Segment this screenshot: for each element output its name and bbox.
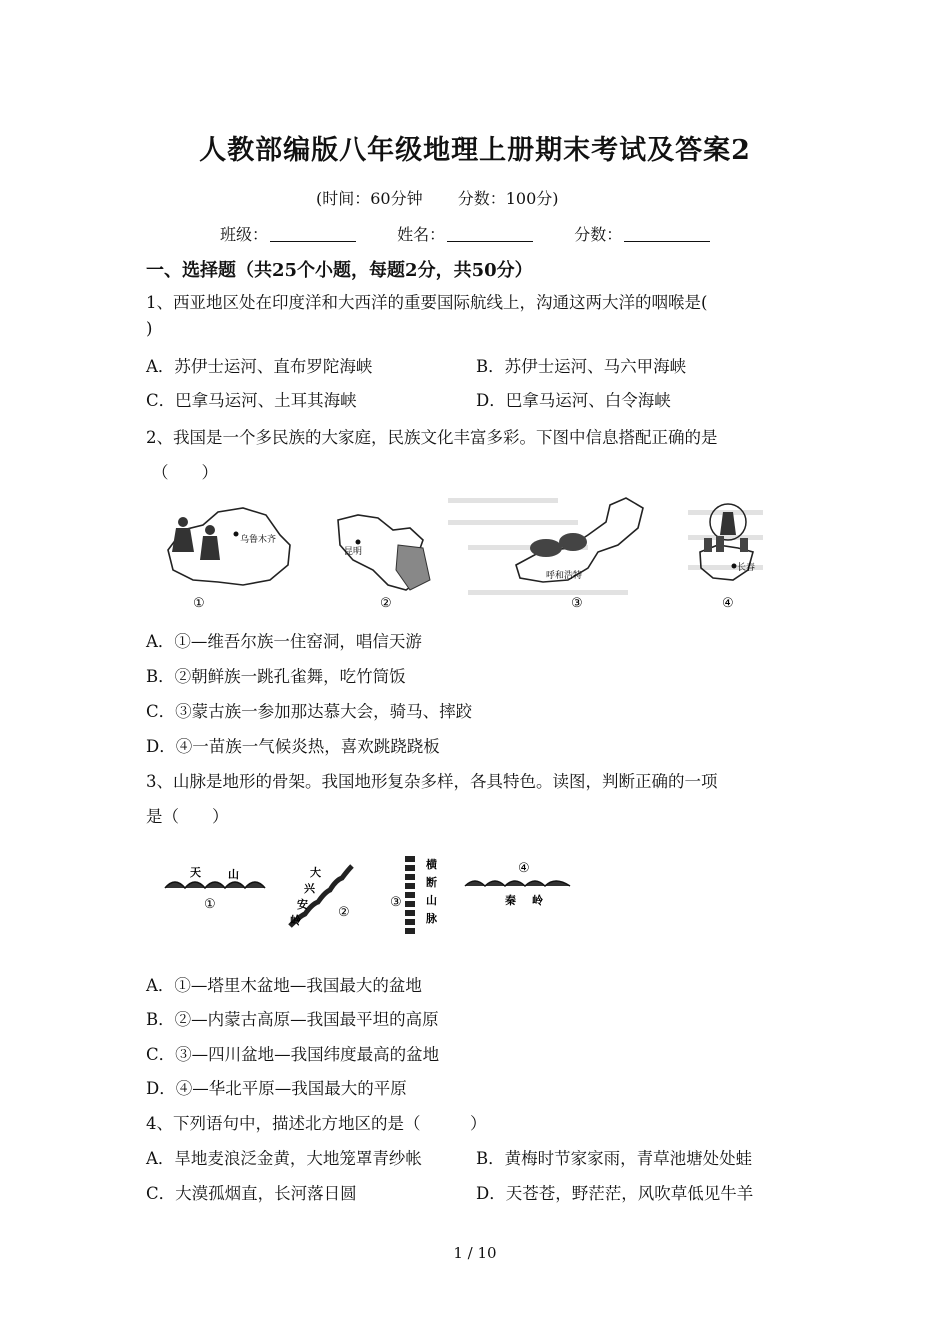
q4-option-a[interactable]: A．旱地麦浪泛金黄，大地笼罩青纱帐 xyxy=(146,1149,422,1168)
changchun-dot xyxy=(732,564,737,569)
mountain-ranges-figure xyxy=(160,846,580,946)
name-label: 姓名： xyxy=(397,225,446,244)
student-info xyxy=(220,222,746,245)
hengduan-char-3: 山 xyxy=(426,894,437,907)
fig-num-3: ③ xyxy=(571,596,583,611)
khingan-char-1: 大 xyxy=(310,866,321,879)
q2-stem-line1: 2、我国是一个多民族的大家庭，民族文化丰富多彩。下图中信息搭配正确的是 xyxy=(146,428,718,447)
q1-option-d[interactable]: D．巴拿马运河、白令海峡 xyxy=(476,391,671,410)
horse-riders-illustration xyxy=(530,533,587,557)
dancers-illustration xyxy=(172,517,220,560)
peacock-dancer-illustration xyxy=(396,545,430,590)
q2-option-a[interactable]: A．①—维吾尔族一住窑洞，唱信天游 xyxy=(146,632,422,651)
label-kunming: 昆明 xyxy=(344,547,363,557)
mountain-num-1: ① xyxy=(204,897,216,912)
score-blank[interactable] xyxy=(624,227,710,242)
urumqi-dot xyxy=(234,532,239,537)
tianshan-char-1: 天 xyxy=(190,866,201,879)
class-field xyxy=(220,222,356,245)
label-hohhot: 呼和浩特 xyxy=(546,571,583,581)
score-label: 分数： xyxy=(574,225,623,244)
section-heading: 一、选择题（共25个小题，每题2分，共50分） xyxy=(146,260,533,281)
q2-option-c[interactable]: C．③蒙古族一参加那达慕大会，骑马、摔跤 xyxy=(146,702,473,721)
label-changchun: 长春 xyxy=(737,563,756,573)
exam-time: (时间：60分钟 xyxy=(316,189,423,208)
fig-num-1: ① xyxy=(193,596,205,611)
name-blank[interactable] xyxy=(447,227,533,242)
q3-stem-line2: 是（ ） xyxy=(146,807,229,826)
qinling-range xyxy=(465,881,570,886)
q1-option-c[interactable]: C．巴拿马运河、土耳其海峡 xyxy=(146,391,357,410)
tianshan-range xyxy=(165,882,265,888)
khingan-char-3: 安 xyxy=(297,898,308,911)
hengduan-char-2: 断 xyxy=(426,876,437,889)
q1-stem-line1: 1、西亚地区处在印度洋和大西洋的重要国际航线上，沟通这两大洋的咽喉是( xyxy=(146,293,708,312)
kunming-dot xyxy=(356,540,361,545)
q4-option-d[interactable]: D．天苍苍，野茫茫，风吹草低见牛羊 xyxy=(476,1184,754,1203)
q4-stem: 4、下列语句中，描述北方地区的是（ ） xyxy=(146,1114,487,1133)
q1-option-a[interactable]: A．苏伊士运河、直布罗陀海峡 xyxy=(146,357,373,376)
exam-meta xyxy=(316,186,559,209)
class-blank[interactable] xyxy=(270,227,356,242)
q4-option-c[interactable]: C．大漠孤烟直，长河落日圆 xyxy=(146,1184,357,1203)
name-field xyxy=(397,222,533,245)
khingan-char-4: 岭 xyxy=(290,914,301,927)
hengduan-char-1: 横 xyxy=(426,858,437,871)
page-number: 1 / 10 xyxy=(453,1244,497,1262)
seesaw-figure xyxy=(720,512,736,535)
q3-option-b[interactable]: B．②—内蒙古高原—我国最平坦的高原 xyxy=(146,1010,439,1029)
q2-option-b[interactable]: B．②朝鲜族一跳孔雀舞，吃竹筒饭 xyxy=(146,667,406,686)
mountain-num-2: ② xyxy=(338,905,350,920)
fig-num-2: ② xyxy=(380,596,392,611)
page-title: 人教部编版八年级地理上册期末考试及答案2 xyxy=(199,135,751,166)
q3-option-c[interactable]: C．③—四川盆地—我国纬度最高的盆地 xyxy=(146,1045,440,1064)
khingan-char-2: 兴 xyxy=(304,882,315,895)
q3-option-d[interactable]: D．④—华北平原—我国最大的平原 xyxy=(146,1079,407,1098)
q1-option-b[interactable]: B．苏伊士运河、马六甲海峡 xyxy=(476,357,687,376)
fig-num-4: ④ xyxy=(722,596,734,611)
q2-option-d[interactable]: D．④一苗族一气候炎热，喜欢跳跷跷板 xyxy=(146,737,440,756)
qinling-char-2: 岭 xyxy=(532,894,543,907)
tianshan-char-2: 山 xyxy=(228,868,239,881)
mountain-num-3: ③ xyxy=(390,895,402,910)
q4-option-b[interactable]: B．黄梅时节家家雨，青草池塘处处蛙 xyxy=(476,1149,753,1168)
q2-stem-line2: （ ） xyxy=(152,463,218,482)
class-label: 班级： xyxy=(220,225,269,244)
mountain-num-4: ④ xyxy=(518,861,530,876)
label-urumqi: 乌鲁木齐 xyxy=(240,535,277,545)
q1-stem-line2: ) xyxy=(146,319,153,338)
hengduan-char-4: 脉 xyxy=(426,912,437,925)
qinling-char-1: 秦 xyxy=(505,894,516,907)
score-field xyxy=(574,222,710,245)
q3-option-a[interactable]: A．①—塔里木盆地—我国最大的盆地 xyxy=(146,976,422,995)
ethnic-regions-figure xyxy=(148,490,770,615)
q3-stem-line1: 3、山脉是地形的骨架。我国地形复杂多样，各具特色。读图，判断正确的一项 xyxy=(146,772,718,791)
exam-total-score: 分数：100分) xyxy=(457,189,559,208)
